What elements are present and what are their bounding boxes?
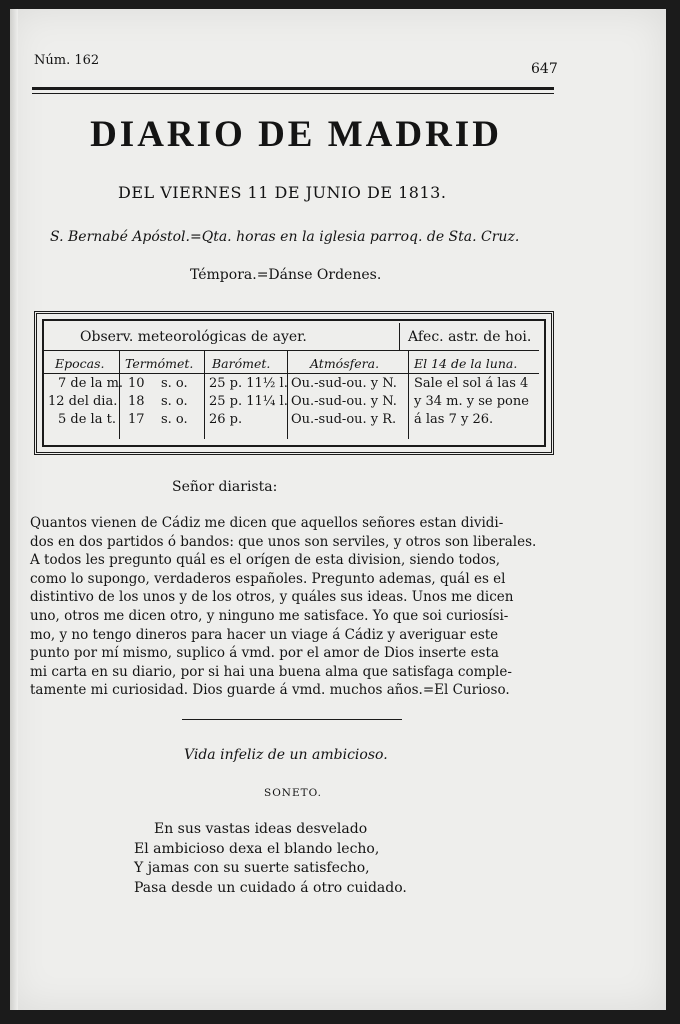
row3-term-a: 17 — [128, 412, 145, 427]
moon-line-2: y 34 m. y se pone — [414, 394, 529, 409]
poem-line: Y jamas con su suerte satisfecho, — [134, 860, 370, 876]
astro-title: Afec. astr. de hoi. — [408, 329, 532, 345]
poem-title: Vida infeliz de un ambicioso. — [184, 747, 388, 763]
col-luna: El 14 de la luna. — [414, 356, 518, 371]
letter-heading: Señor diarista: — [172, 479, 278, 495]
letter-line: distintivo de los unos y de los otros, y quáles sus ideas. Unos me dicen — [30, 589, 514, 606]
letter-line: Quantos vienen de Cádiz me dicen que aquellos señores estan dividi- — [30, 515, 504, 531]
header-rule-thin — [32, 93, 554, 94]
row2-epoca: 12 del dia. — [48, 394, 118, 409]
row3-epoca: 5 de la t. — [58, 412, 116, 427]
col-barometro: Barómet. — [212, 356, 271, 371]
row1-epoca: 7 de la m. — [58, 376, 124, 391]
moon-line-3: á las 7 y 26. — [414, 412, 494, 427]
issue-date: DEL VIERNES 11 DE JUNIO DE 1813. — [118, 183, 447, 202]
letter-line: tamente mi curiosidad. Dios guarde á vmd. muchos años.=El Curioso. — [30, 682, 510, 699]
table-col-divider-2 — [204, 351, 205, 439]
table-rule-top — [43, 350, 539, 351]
letter-body — [30, 514, 562, 700]
newspaper-page — [10, 9, 666, 1010]
col-atmosfera: Atmósfera. — [310, 356, 380, 371]
letter-line: mi carta en su diario, por si hai una buena alma que satisfaga comple- — [30, 663, 512, 680]
row1-term-a: 10 — [128, 376, 145, 391]
issue-number: Núm. 162 — [34, 53, 100, 68]
table-col-divider-4 — [408, 351, 409, 439]
letter-line: mo, y no tengo dineros para hacer un viage á Cádiz y averiguar este — [30, 626, 499, 643]
saint-of-day: S. Bernabé Apóstol.=Qta. horas en la iglesia parroq. de Sta. Cruz. — [50, 229, 520, 245]
tempora-line: Témpora.=Dánse Ordenes. — [190, 267, 382, 283]
poem-line: El ambicioso dexa el blando lecho, — [134, 840, 380, 857]
row3-term-b: s. o. — [161, 412, 188, 427]
table-col-divider-1 — [119, 351, 120, 439]
row2-atmos: Ou.-sud-ou. y N. — [291, 394, 397, 409]
letter-line: punto por mí mismo, suplico á vmd. por el amor de Dios inserte esta — [30, 645, 499, 662]
poem-line: En sus vastas ideas desvelado — [154, 821, 368, 837]
row1-term-b: s. o. — [161, 376, 188, 391]
letter-line: uno, otros me dicen otro, y ninguno me satisface. Yo que soi curiosísi- — [30, 607, 509, 624]
row1-atmos: Ou.-sud-ou. y N. — [291, 376, 397, 391]
col-epocas: Epocas. — [55, 356, 105, 371]
row2-term-a: 18 — [128, 394, 145, 409]
page-number: 647 — [531, 61, 558, 77]
weather-title: Observ. meteorológicas de ayer. — [80, 329, 307, 345]
col-termometro: Termómet. — [125, 356, 194, 371]
row3-atmos: Ou.-sud-ou. y R. — [291, 412, 397, 427]
letter-line: A todos les pregunto quál es el orígen de esta division, siendo todos, — [30, 552, 501, 569]
masthead-title: DIARIO DE MADRID — [90, 114, 502, 155]
letter-line: dos en dos partidos ó bandos: que unos son serviles, y otros son liberales. — [30, 533, 537, 550]
poem-subtitle: SONETO. — [264, 787, 322, 799]
header-rule-thick — [32, 87, 554, 90]
table-rule-header — [43, 373, 539, 374]
table-divider-title — [399, 323, 400, 351]
letter-line: como lo supongo, verdaderos españoles. Pregunto ademas, quál es el — [30, 570, 506, 587]
moon-line-1: Sale el sol á las 4 — [414, 376, 529, 391]
page-edge — [10, 9, 18, 1010]
row2-term-b: s. o. — [161, 394, 188, 409]
poem-line: Pasa desde un cuidado á otro cuidado. — [134, 879, 407, 896]
poem-body — [134, 820, 407, 898]
row1-barom: 25 p. 11½ l. — [209, 376, 288, 391]
section-separator — [182, 719, 402, 720]
row3-barom: 26 p. — [209, 412, 243, 427]
row2-barom: 25 p. 11¼ l. — [209, 394, 288, 409]
